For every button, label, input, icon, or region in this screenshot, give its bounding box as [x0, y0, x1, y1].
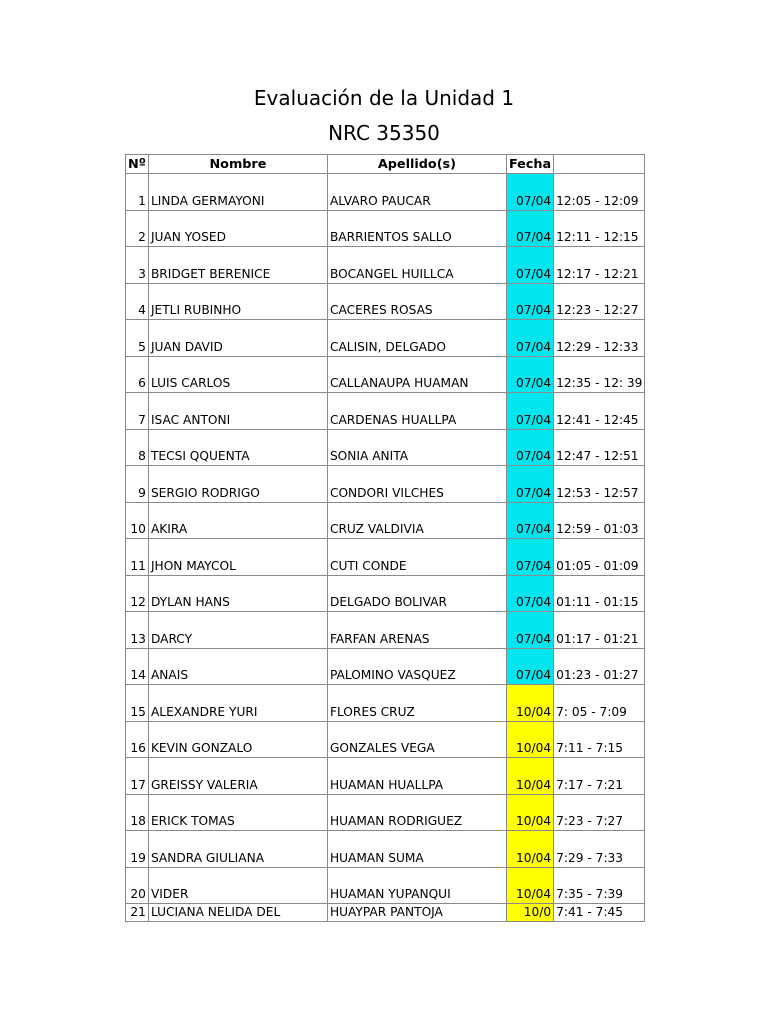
- cell-fecha: 10/0: [506, 904, 553, 922]
- cell-nombre: VIDER: [148, 867, 327, 904]
- cell-nombre: DARCY: [148, 612, 327, 649]
- cell-apellidos: CRUZ VALDIVIA: [327, 502, 506, 539]
- cell-apellidos: CARDENAS HUALLPA: [327, 393, 506, 430]
- cell-nombre: BRIDGET BERENICE: [148, 247, 327, 284]
- cell-hora: 12:59 - 01:03: [554, 502, 645, 539]
- cell-fecha: 07/04: [506, 648, 553, 685]
- cell-fecha: 10/04: [506, 794, 553, 831]
- cell-hora: 7:29 - 7:33: [554, 831, 645, 868]
- cell-fecha: 07/04: [506, 174, 553, 211]
- cell-number: 1: [126, 174, 149, 211]
- cell-apellidos: CALLANAUPA HUAMAN: [327, 356, 506, 393]
- cell-number: 7: [126, 393, 149, 430]
- cell-apellidos: CALISIN, DELGADO: [327, 320, 506, 357]
- cell-fecha: 07/04: [506, 283, 553, 320]
- cell-number: 8: [126, 429, 149, 466]
- table-row: [126, 575, 645, 612]
- cell-fecha: 07/04: [506, 466, 553, 503]
- cell-fecha: 10/04: [506, 685, 553, 722]
- header-number: Nº: [126, 155, 149, 174]
- cell-apellidos: ALVARO PAUCAR: [327, 174, 506, 211]
- cell-number: 4: [126, 283, 149, 320]
- cell-apellidos: GONZALES VEGA: [327, 721, 506, 758]
- cell-apellidos: DELGADO BOLIVAR: [327, 575, 506, 612]
- cell-nombre: ALEXANDRE YURI: [148, 685, 327, 722]
- cell-number: 18: [126, 794, 149, 831]
- cell-apellidos: HUAYPAR PANTOJA: [327, 904, 506, 922]
- cell-number: 6: [126, 356, 149, 393]
- cell-number: 21: [126, 904, 149, 922]
- cell-hora: 12:23 - 12:27: [554, 283, 645, 320]
- cell-number: 5: [126, 320, 149, 357]
- cell-nombre: JUAN DAVID: [148, 320, 327, 357]
- cell-hora: 01:11 - 01:15: [554, 575, 645, 612]
- cell-apellidos: HUAMAN SUMA: [327, 831, 506, 868]
- cell-number: 16: [126, 721, 149, 758]
- cell-nombre: GREISSY VALERIA: [148, 758, 327, 795]
- header-row: [126, 155, 645, 174]
- cell-hora: 12:41 - 12:45: [554, 393, 645, 430]
- cell-nombre: LUCIANA NELIDA DEL: [148, 904, 327, 922]
- table-row: [126, 612, 645, 649]
- cell-number: 13: [126, 612, 149, 649]
- evaluation-schedule-table: [125, 154, 645, 922]
- cell-hora: 01:17 - 01:21: [554, 612, 645, 649]
- cell-apellidos: FLORES CRUZ: [327, 685, 506, 722]
- table-row: [126, 794, 645, 831]
- cell-hora: 12:53 - 12:57: [554, 466, 645, 503]
- table-row: [126, 758, 645, 795]
- table-row: [126, 685, 645, 722]
- cell-fecha: 10/04: [506, 758, 553, 795]
- cell-fecha: 07/04: [506, 210, 553, 247]
- cell-nombre: DYLAN HANS: [148, 575, 327, 612]
- cell-nombre: ISAC ANTONI: [148, 393, 327, 430]
- cell-nombre: LINDA GERMAYONI: [148, 174, 327, 211]
- cell-fecha: 10/04: [506, 867, 553, 904]
- cell-apellidos: SONIA ANITA: [327, 429, 506, 466]
- cell-apellidos: BOCANGEL HUILLCA: [327, 247, 506, 284]
- cell-fecha: 07/04: [506, 356, 553, 393]
- cell-fecha: 07/04: [506, 539, 553, 576]
- cell-apellidos: PALOMINO VASQUEZ: [327, 648, 506, 685]
- cell-number: 10: [126, 502, 149, 539]
- cell-hora: 12:35 - 12: 39: [554, 356, 645, 393]
- table-row: [126, 502, 645, 539]
- cell-hora: 7: 05 - 7:09: [554, 685, 645, 722]
- cell-fecha: 07/04: [506, 320, 553, 357]
- cell-fecha: 07/04: [506, 502, 553, 539]
- cell-hora: 7:35 - 7:39: [554, 867, 645, 904]
- cell-hora: 7:23 - 7:27: [554, 794, 645, 831]
- cell-number: 14: [126, 648, 149, 685]
- cell-nombre: JETLI RUBINHO: [148, 283, 327, 320]
- cell-hora: 12:05 - 12:09: [554, 174, 645, 211]
- table-row: [126, 466, 645, 503]
- cell-nombre: KEVIN GONZALO: [148, 721, 327, 758]
- cell-number: 3: [126, 247, 149, 284]
- header-hora: [554, 155, 645, 174]
- cell-fecha: 07/04: [506, 429, 553, 466]
- table-row: [126, 539, 645, 576]
- cell-hora: 01:23 - 01:27: [554, 648, 645, 685]
- cell-apellidos: CACERES ROSAS: [327, 283, 506, 320]
- table-row: [126, 831, 645, 868]
- cell-fecha: 10/04: [506, 721, 553, 758]
- table-row: [126, 320, 645, 357]
- cell-nombre: AKIRA: [148, 502, 327, 539]
- cell-hora: 12:11 - 12:15: [554, 210, 645, 247]
- cell-fecha: 10/04: [506, 831, 553, 868]
- header-apellidos: Apellido(s): [327, 155, 506, 174]
- table-row: [126, 429, 645, 466]
- table-row: [126, 721, 645, 758]
- cell-hora: 12:47 - 12:51: [554, 429, 645, 466]
- document-title: Evaluación de la Unidad 1: [253, 86, 515, 110]
- cell-nombre: SERGIO RODRIGO: [148, 466, 327, 503]
- cell-number: 9: [126, 466, 149, 503]
- cell-fecha: 07/04: [506, 393, 553, 430]
- table-body: [126, 174, 645, 922]
- cell-nombre: TECSI QQUENTA: [148, 429, 327, 466]
- cell-fecha: 07/04: [506, 575, 553, 612]
- cell-nombre: ANAIS: [148, 648, 327, 685]
- table-row: [126, 648, 645, 685]
- cell-nombre: ERICK TOMAS: [148, 794, 327, 831]
- table-row: [126, 904, 645, 922]
- cell-hora: 12:17 - 12:21: [554, 247, 645, 284]
- cell-apellidos: FARFAN ARENAS: [327, 612, 506, 649]
- cell-hora: 7:11 - 7:15: [554, 721, 645, 758]
- cell-fecha: 07/04: [506, 612, 553, 649]
- cell-apellidos: BARRIENTOS SALLO: [327, 210, 506, 247]
- cell-hora: 7:41 - 7:45: [554, 904, 645, 922]
- table-row: [126, 283, 645, 320]
- cell-nombre: LUIS CARLOS: [148, 356, 327, 393]
- cell-apellidos: HUAMAN YUPANQUI: [327, 867, 506, 904]
- table-row: [126, 247, 645, 284]
- cell-nombre: JUAN YOSED: [148, 210, 327, 247]
- cell-number: 11: [126, 539, 149, 576]
- cell-apellidos: CUTI CONDE: [327, 539, 506, 576]
- cell-number: 2: [126, 210, 149, 247]
- document-subtitle: NRC 35350: [328, 121, 440, 145]
- cell-apellidos: HUAMAN RODRIGUEZ: [327, 794, 506, 831]
- cell-hora: 01:05 - 01:09: [554, 539, 645, 576]
- cell-number: 19: [126, 831, 149, 868]
- cell-hora: 7:17 - 7:21: [554, 758, 645, 795]
- table-row: [126, 356, 645, 393]
- table-row: [126, 174, 645, 211]
- cell-nombre: SANDRA GIULIANA: [148, 831, 327, 868]
- table-row: [126, 867, 645, 904]
- cell-fecha: 07/04: [506, 247, 553, 284]
- header-nombre: Nombre: [148, 155, 327, 174]
- cell-apellidos: CONDORI VILCHES: [327, 466, 506, 503]
- cell-number: 12: [126, 575, 149, 612]
- cell-number: 17: [126, 758, 149, 795]
- cell-nombre: JHON MAYCOL: [148, 539, 327, 576]
- cell-number: 15: [126, 685, 149, 722]
- table-row: [126, 393, 645, 430]
- cell-hora: 12:29 - 12:33: [554, 320, 645, 357]
- header-fecha: Fecha: [506, 155, 553, 174]
- table-row: [126, 210, 645, 247]
- cell-number: 20: [126, 867, 149, 904]
- cell-apellidos: HUAMAN HUALLPA: [327, 758, 506, 795]
